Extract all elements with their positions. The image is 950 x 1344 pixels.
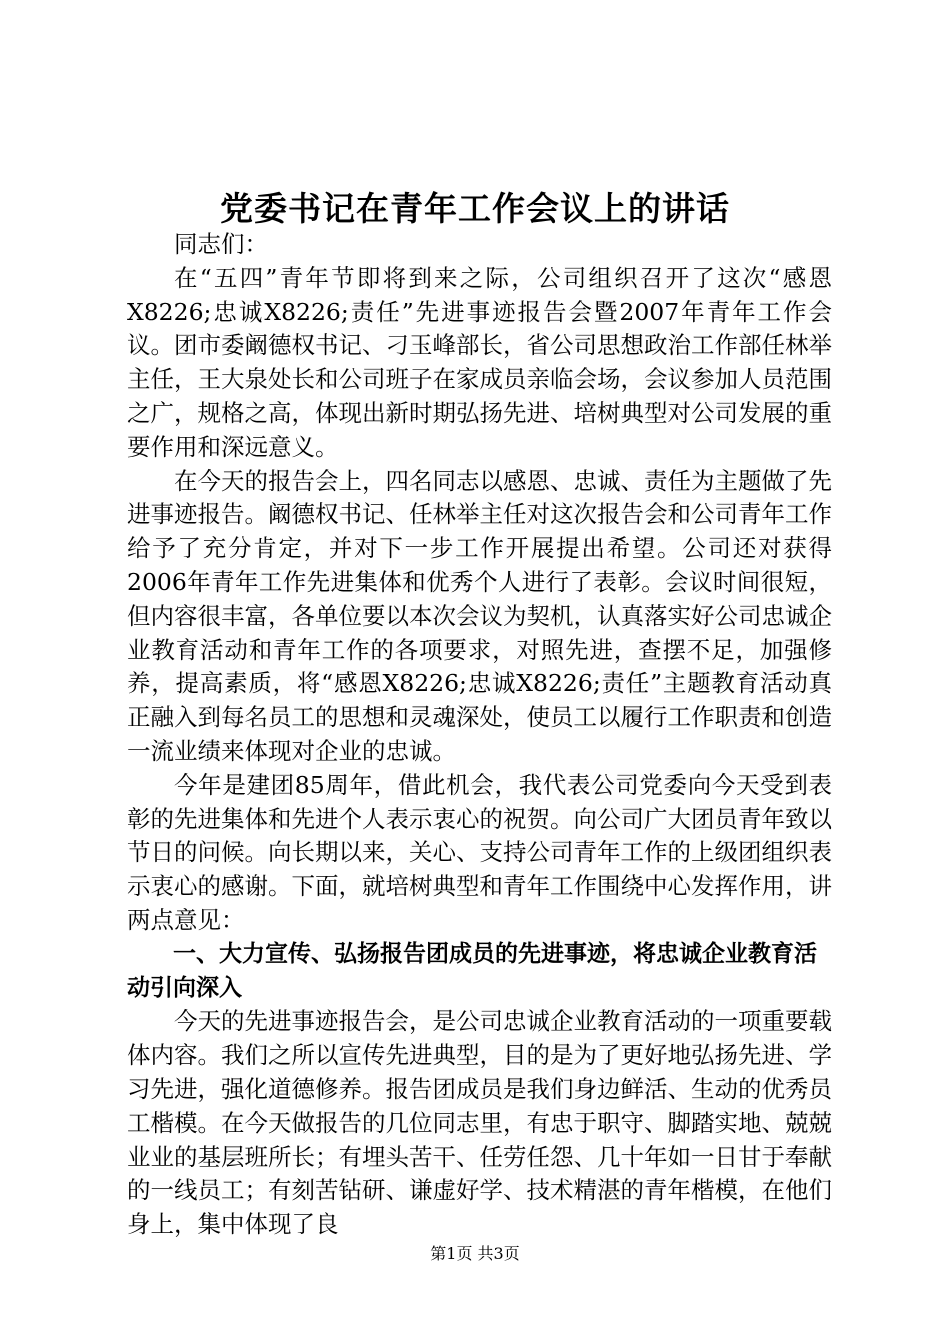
section-heading-1: 一、大力宣传、弘扬报告团成员的先进事迹，将忠诚企业教育活动引向深入 [127,940,817,1001]
paragraph-4: 今天的先进事迹报告会，是公司忠诚企业教育活动的一项重要载体内容。我们之所以宣传先进典型，目的是为了更好地弘扬先进、学习先进，强化道德修养。报告团成员是我们身边鲜活、生动的优秀员工楷模。在今天做报告的几位同志里，有忠于职守、脚踏实地、兢兢业业的基层班所长；有埋头苦干、任劳任怨、几十年如一日甘于奉献的一线员工；有刻苦钻研、谦虚好学、技术精湛的青年楷模，在他们身上，集中体现了良 [127,1007,832,1239]
paragraph-2: 在今天的报告会上，四名同志以感恩、忠诚、责任为主题做了先进事迹报告。阚德权书记、任林举主任对这次报告会和公司青年工作给予了充分肯定，并对下一步工作开展提出希望。公司还对获得2006年青年工作先进集体和优秀个人进行了表彰。会议时间很短，但内容很丰富，各单位要以本次会议为契机，认真落实好公司忠诚企业教育活动和青年工作的各项要求，对照先进，查摆不足，加强修养，提高素质，将“感恩X8226;忠诚X8226;责任”主题教育活动真正融入到每名员工的思想和灵魂深处，使员工以履行工作职责和创造一流业绩来体现对企业的忠诚。 [127,466,832,765]
document-body [127,228,832,1242]
salutation: 同志们： [174,230,268,258]
document-title: 党委书记在青年工作会议上的讲话 [220,189,730,228]
page-footer: 第1页 共3页 [430,1244,520,1263]
paragraph-1: 在“五四”青年节即将到来之际，公司组织召开了这次“感恩X8226;忠诚X8226;责任”先进事迹报告会暨2007年青年工作会议。团市委阚德权书记、刁玉峰部长，省公司思想政治工作部任林举主任，王大泉处长和公司班子在家成员亲临会场，会议参加人员范围之广，规格之高，体现出新时期弘扬先进、培树典型对公司发展的重要作用和深远意义。 [127,263,832,461]
paragraph-3: 今年是建团85周年，借此机会，我代表公司党委向今天受到表彰的先进集体和先进个人表示衷心的祝贺。向公司广大团员青年致以节日的问候。向长期以来，关心、支持公司青年工作的上级团组织表示衷心的感谢。下面，就培树典型和青年工作围绕中心发挥作用，讲两点意见： [127,770,832,934]
